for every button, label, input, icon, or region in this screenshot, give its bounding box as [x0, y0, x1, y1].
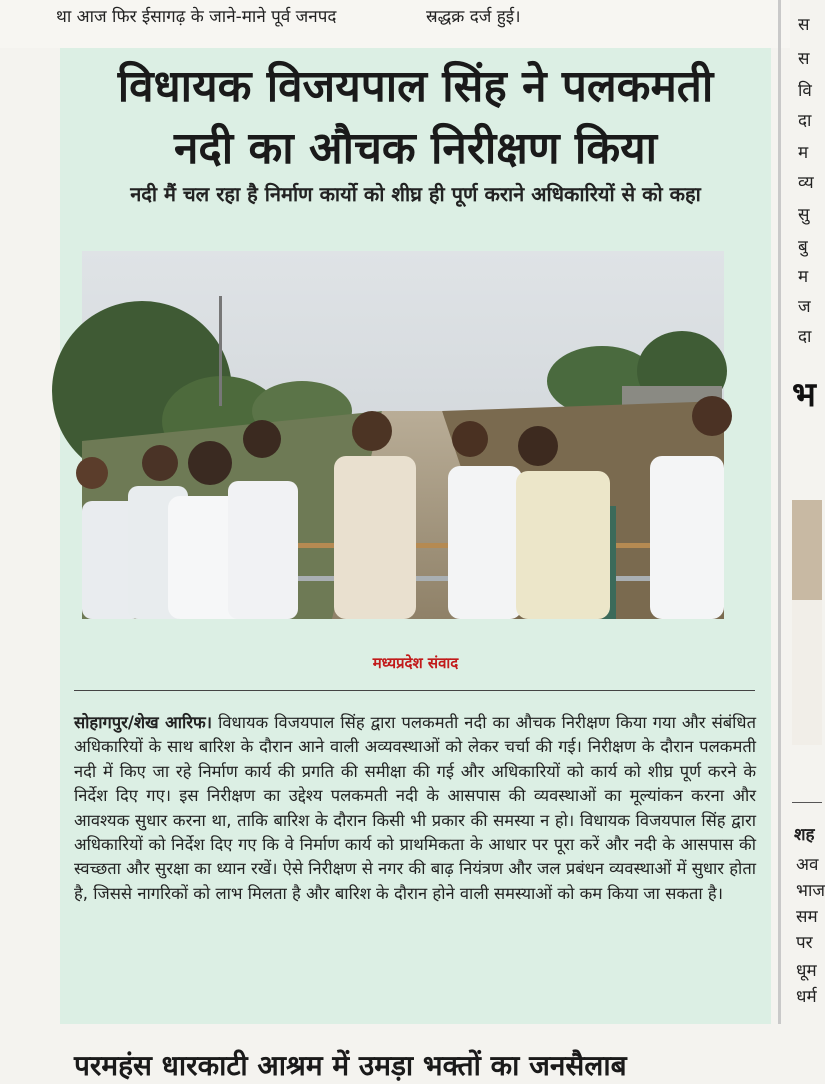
adjacent-text-fragment: म	[798, 143, 809, 163]
adjacent-text-fragment: अव	[796, 855, 819, 875]
river-inspection-photo	[82, 251, 724, 619]
adjacent-text-fragment: धर्म	[796, 987, 817, 1007]
adjacent-divider	[792, 802, 822, 803]
adjacent-text-fragment: शह	[794, 825, 815, 845]
headline-line-1: विधायक विजयपाल सिंह ने पलकमती	[117, 61, 714, 112]
previous-article-text-right: स्रद्धक्र दर्ज हुई।	[426, 7, 521, 27]
adjacent-text-fragment: स	[798, 15, 810, 35]
adjacent-text-fragment: भाज	[796, 881, 825, 901]
adjacent-text-fragment: सम	[796, 907, 818, 927]
adjacent-text-fragment: व्य	[798, 173, 814, 193]
article-byline: मध्यप्रदेश संवाद	[372, 654, 459, 672]
adjacent-text-fragment: पर	[796, 933, 813, 953]
adjacent-headline-fragment: भ	[792, 375, 816, 415]
article-dateline: सोहागपुर/शेख आरिफ।	[74, 713, 213, 732]
byline-divider	[74, 690, 755, 691]
adjacent-text-fragment: दा	[798, 327, 812, 347]
previous-article-text-left: था आज फिर ईसागढ़ के जाने-माने पूर्व जनपद	[56, 7, 337, 27]
adjacent-text-fragment: वि	[798, 81, 812, 101]
adjacent-column	[792, 0, 825, 1024]
column-divider	[778, 0, 781, 1024]
adjacent-photo-detail	[792, 600, 822, 745]
article-headline	[60, 56, 771, 180]
news-article	[60, 48, 771, 1082]
article-body-text: विधायक विजयपाल सिंह द्वारा पलकमती नदी का औचक निरीक्षण किया गया और संबंधित अधिकारियों के साथ बारिश के दौरान आने वाली अव्यवस्थाओं को लेकर चर्चा की गई। निरीक्षण के दौरान पलकमती नदी में किए जा रहे निर्माण कार्य की प्रगति की समीक्षा की गई और अधिकारियों को कार्य को शीघ्र पूर्ण करने के निर्देश दिए गए। इस निरीक्षण का उद्देश्य पलकमती नदी के आसपास की व्यवस्थाओं का मूल्यांकन करना और आवश्यक सुधार करना था, ताकि बारिश के दौरान किसी भी प्रकार की समस्या न हो। विधायक विजयपाल सिंह द्वारा अधिकारियों को निर्देश दिए गए कि वे निर्माण कार्य को प्राथमिकता के आधार पर पूरा करें और नदी के आसपास की स्वच्छता और सुरक्षा का ध्यान रखें। ऐसे निरीक्षण से नगर की बाढ़ नियंत्रण और जल प्रबंधन व्यवस्थाओं में सुधार होता है, जिससे नागरिकों को लाभ मिलता है और बारिश के दौरान होने वाली समस्याओं को कम किया जा सकता है।	[74, 713, 756, 903]
article-subheadline: नदी मैं चल रहा है निर्माण कार्यो को शीघ्र ही पूर्ण कराने अधिकारियों से को कहा	[130, 182, 701, 206]
adjacent-text-fragment: सु	[798, 205, 810, 225]
headline-line-2: नदी का औचक निरीक्षण किया	[173, 123, 658, 174]
adjacent-text-fragment: स	[798, 49, 810, 69]
adjacent-text-fragment: धूम	[796, 961, 817, 981]
article-photo	[82, 251, 724, 619]
next-article-headline: परमहंस धारकाटी आश्रम में उमड़ा भक्तों का जनसैलाब	[74, 1049, 627, 1082]
adjacent-text-fragment: ज	[798, 297, 811, 317]
previous-article-strip	[0, 0, 790, 48]
adjacent-text-fragment: बु	[798, 237, 808, 257]
article-body	[74, 711, 756, 906]
adjacent-text-fragment: दा	[798, 111, 812, 131]
adjacent-text-fragment: म	[798, 267, 809, 287]
